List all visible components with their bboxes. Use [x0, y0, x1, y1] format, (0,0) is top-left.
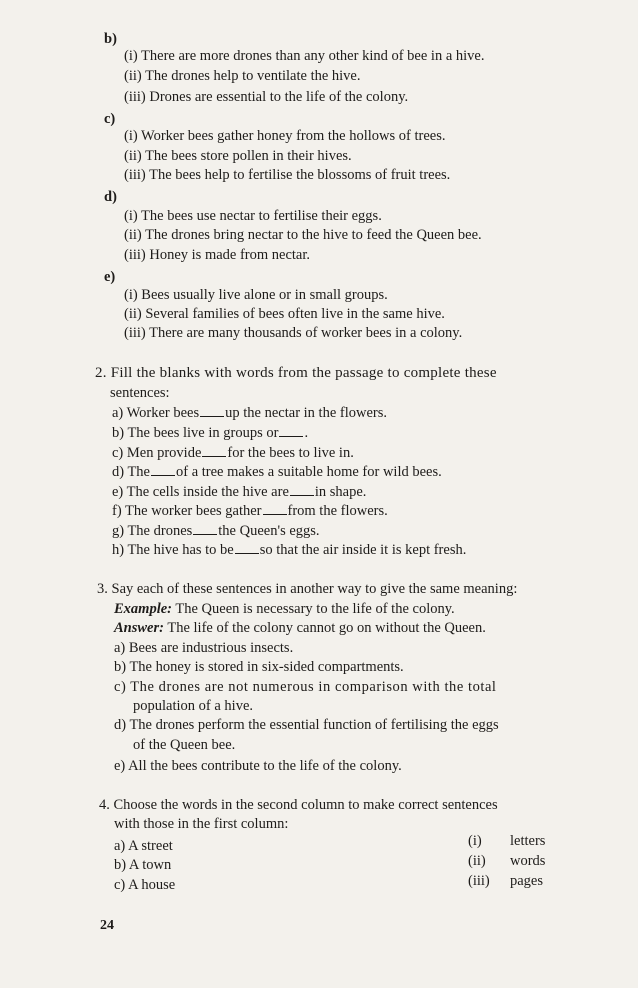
q3-item-e: e) All the bees contribute to the life of the colony.	[114, 758, 402, 774]
q2-item-d: d) The of a tree makes a suitable home for wild bees.	[112, 464, 442, 480]
q2-heading-line2: sentences:	[110, 385, 170, 401]
q1-b-iii: (iii) Drones are essential to the life of the colony.	[124, 89, 409, 105]
q2-item-h: h) The hive has to be so that the air inside it is kept fresh.	[112, 542, 467, 558]
q3-item-d-line2: of the Queen bee.	[133, 737, 236, 753]
q3-heading: 3. Say each of these sentences in another way to give the same meaning:	[97, 581, 518, 597]
q1-d-iii: (iii) Honey is made from nectar.	[124, 247, 311, 263]
q3-item-d-line1: d) The drones perform the essential function of fertilising the eggs	[114, 717, 499, 733]
q1-b-i: (i) There are more drones than any other kind of bee in a hive.	[124, 48, 485, 64]
q4-right-num-iii: (iii)	[468, 873, 490, 889]
q1-d-letter: d)	[104, 189, 117, 205]
q3-item-b: b) The honey is stored in six-sided compartments.	[114, 659, 404, 675]
q1-c-ii: (ii) The bees store pollen in their hives.	[124, 148, 352, 164]
q1-c-letter: c)	[104, 111, 116, 127]
q1-e-letter: e)	[104, 269, 116, 285]
q1-e-i: (i) Bees usually live alone or in small groups.	[124, 287, 388, 303]
q3-item-c-line2: population of a hive.	[133, 698, 254, 714]
q1-d-ii: (ii) The drones bring nectar to the hive to feed the Queen bee.	[124, 227, 482, 243]
q4-heading-line1: 4. Choose the words in the second column to make correct sentences	[99, 797, 498, 813]
q2-item-f: f) The worker bees gather from the flowers.	[112, 503, 388, 519]
q4-right-num-i: (i)	[468, 833, 482, 849]
q1-b-letter: b)	[104, 31, 117, 47]
q4-heading-line2: with those in the first column:	[114, 816, 289, 832]
q1-d-i: (i) The bees use nectar to fertilise their eggs.	[124, 208, 382, 224]
q1-b-ii: (ii) The drones help to ventilate the hive.	[124, 68, 361, 84]
q4-right-item-ii: words	[510, 853, 546, 869]
q4-left-item-a: a) A street	[114, 838, 173, 854]
q1-e-ii: (ii) Several families of bees often live in the same hive.	[124, 306, 445, 322]
q3-example: Example: The Queen is necessary to the life of the colony.	[114, 601, 455, 617]
q4-left-item-c: c) A house	[114, 877, 176, 893]
page-number: 24	[100, 918, 114, 933]
q3-answer: Answer: The life of the colony cannot go on without the Queen.	[114, 620, 486, 636]
q3-item-c-line1: c) The drones are not numerous in comparison with the total	[114, 679, 497, 695]
q1-e-iii: (iii) There are many thousands of worker bees in a colony.	[124, 325, 463, 341]
q4-right-item-iii: pages	[510, 873, 544, 889]
q4-right-item-i: letters	[510, 833, 546, 849]
q3-item-a: a) Bees are industrious insects.	[114, 640, 294, 656]
q2-item-c: c) Men provide for the bees to live in.	[112, 445, 354, 461]
q1-c-i: (i) Worker bees gather honey from the hollows of trees.	[124, 128, 446, 144]
q2-item-g: g) The drones the Queen's eggs.	[112, 523, 320, 539]
q2-heading-line1: 2. Fill the blanks with words from the passage to complete these	[95, 365, 497, 381]
q2-item-a: a) Worker bees up the nectar in the flowers.	[112, 405, 387, 421]
q2-item-b: b) The bees live in groups or .	[112, 425, 309, 441]
q1-c-iii: (iii) The bees help to fertilise the blossoms of fruit trees.	[124, 167, 451, 183]
q4-left-item-b: b) A town	[114, 857, 172, 873]
q4-right-num-ii: (ii)	[468, 853, 486, 869]
q2-item-e: e) The cells inside the hive are in shape.	[112, 484, 367, 500]
